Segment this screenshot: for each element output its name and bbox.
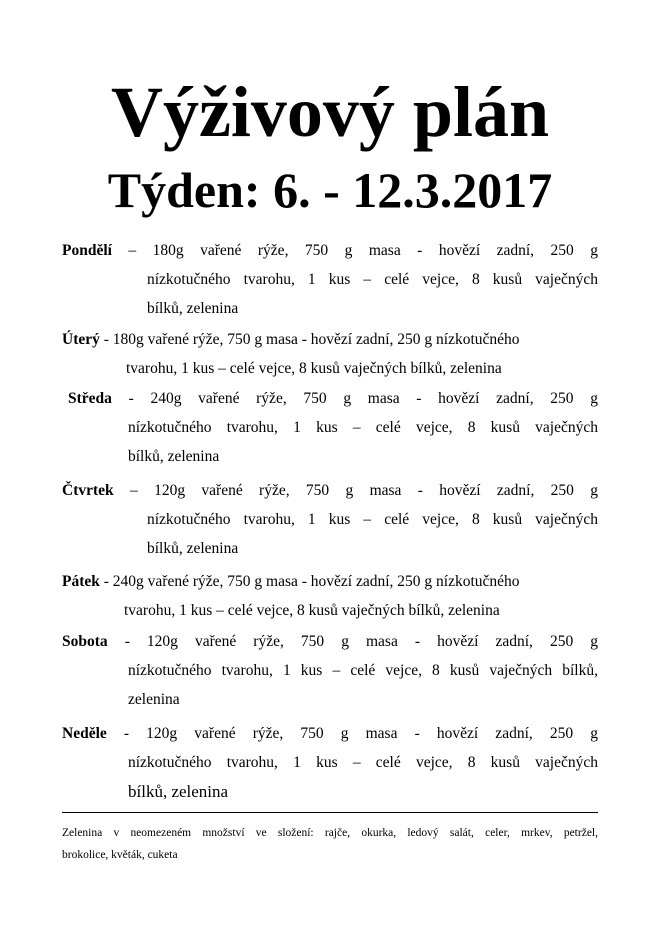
day-continuation-monday [147,265,598,323]
day-first-line [62,719,598,748]
day-first-line [62,325,598,354]
day-entry-thursday [62,476,598,505]
day-entry-saturday [62,627,598,656]
day-entry-tuesday [62,325,598,354]
day-entry-monday [62,236,598,265]
day-name: Neděle [62,725,107,742]
day-first-line [62,476,598,505]
day-name: Pondělí [62,242,112,259]
day-line: tvarohu, 1 kus – celé vejce, 8 kusů vaječných bílků, zelenina [126,360,502,377]
day-first-line [68,384,598,413]
day-text: - 240g vařené rýže, 750 g masa - hovězí zadní, 250 g nízkotučného [99,573,520,590]
day-entry-wednesday [68,384,598,413]
day-line: nízkotučného tvarohu, 1 kus – celé vejce, 8 kusů vaječných [128,754,598,771]
day-line: bílků, zelenina [128,782,229,801]
day-name: Středa [68,390,112,407]
day-line: zelenina [128,691,180,708]
day-continuation-friday [124,596,598,625]
footer-note [62,822,598,866]
day-text: - 120g vařené rýže, 750 g masa - hovězí zadní, 250 g [107,633,598,650]
day-line: nízkotučného tvarohu, 1 kus – celé vejce, 8 kusů vaječných bílků, [128,662,598,679]
day-continuation-sunday [128,748,598,806]
day-text: - 120g vařené rýže, 750 g masa - hovězí zadní, 250 g [106,725,598,742]
day-first-line [62,236,598,265]
day-continuation-tuesday [126,354,598,383]
day-continuation-saturday [128,656,598,714]
footer-divider [62,812,598,813]
day-name: Úterý [62,331,100,348]
footer-line: brokolice, květák, cuketa [62,849,178,861]
day-entry-sunday [62,719,598,748]
day-text: – 180g vařené rýže, 750 g masa - hovězí zadní, 250 g [111,242,598,259]
footer-line: Zelenina v neomezeném množství ve složení: rajče, okurka, ledový salát, celer, mrkev, petržel, [62,827,598,839]
day-line: nízkotučného tvarohu, 1 kus – celé vejce, 8 kusů vaječných [147,271,598,288]
week-subtitle: Týden: 6. - 12.3.2017 [107,162,553,218]
day-line: nízkotučného tvarohu, 1 kus – celé vejce, 8 kusů vaječných [147,511,598,528]
day-text: - 180g vařené rýže, 750 g masa - hovězí zadní, 250 g nízkotučného [99,331,520,348]
day-line: nízkotučného tvarohu, 1 kus – celé vejce, 8 kusů vaječných [128,419,598,436]
day-line: bílků, zelenina [147,540,239,557]
day-continuation-wednesday [128,413,598,471]
day-continuation-thursday [147,505,598,563]
day-line: bílků, zelenina [147,300,239,317]
day-text: - 240g vařené rýže, 750 g masa - hovězí zadní, 250 g [111,390,598,407]
day-first-line [62,567,598,596]
day-line: bílků, zelenina [128,448,220,465]
day-name: Pátek [62,573,100,590]
day-text: – 120g vařené rýže, 750 g masa - hovězí zadní, 250 g [113,482,598,499]
day-name: Sobota [62,633,108,650]
day-first-line [62,627,598,656]
page-title: Výživový plán [110,72,550,152]
day-entry-friday [62,567,598,596]
day-line: tvarohu, 1 kus – celé vejce, 8 kusů vaječných bílků, zelenina [124,602,500,619]
day-name: Čtvrtek [62,482,114,499]
